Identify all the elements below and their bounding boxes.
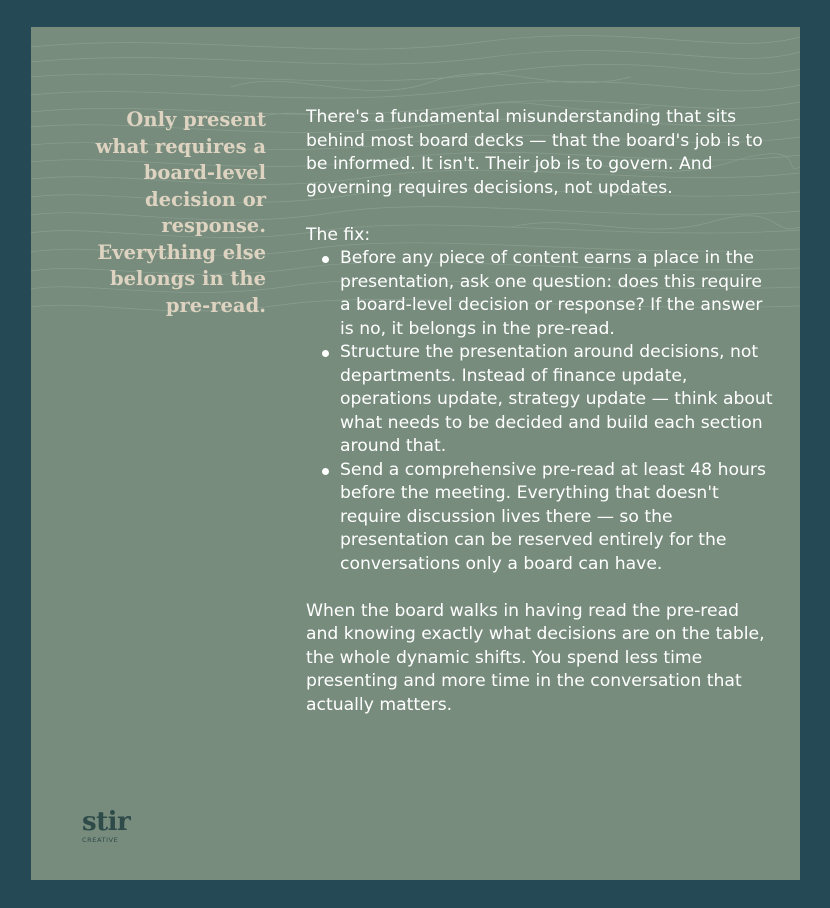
list-item: Before any piece of content earns a place in the presentation, ask one question: does this require a board-level decision or response? If the answer is no, it belongs in the pre-read. bbox=[340, 247, 776, 341]
logo-wordmark: stir bbox=[82, 807, 131, 837]
closing-paragraph: When the board walks in having read the pre-read and knowing exactly what decisions are on the table, the whole dynamic shifts. You spend less time presenting and more time in the conversation that actually matters. bbox=[306, 600, 765, 715]
article-body bbox=[306, 106, 776, 717]
list-item: Send a comprehensive pre-read at least 48 hours before the meeting. Everything that doesn't require discussion lives there — so the presentation can be reserved entirely for the conversations only a board can have. bbox=[340, 459, 776, 577]
list-item: Structure the presentation around decisions, not departments. Instead of finance update, operations update, strategy update — think about what needs to be decided and build each section around that. bbox=[340, 341, 776, 459]
fix-list bbox=[306, 247, 776, 576]
logo-subtitle: CREATIVE bbox=[82, 836, 119, 844]
content-card bbox=[31, 27, 800, 880]
stir-creative-logo bbox=[82, 809, 130, 844]
pull-quote: Only present what requires a board-level decision or response. Everything else belongs in the pre-read. bbox=[95, 108, 266, 317]
fix-heading: The fix: bbox=[306, 224, 371, 245]
intro-paragraph: There's a fundamental misunderstanding that sits behind most board decks — that the board's job is to be informed. It isn't. Their job is to govern. And governing requires decisions, not updates. bbox=[306, 107, 763, 198]
